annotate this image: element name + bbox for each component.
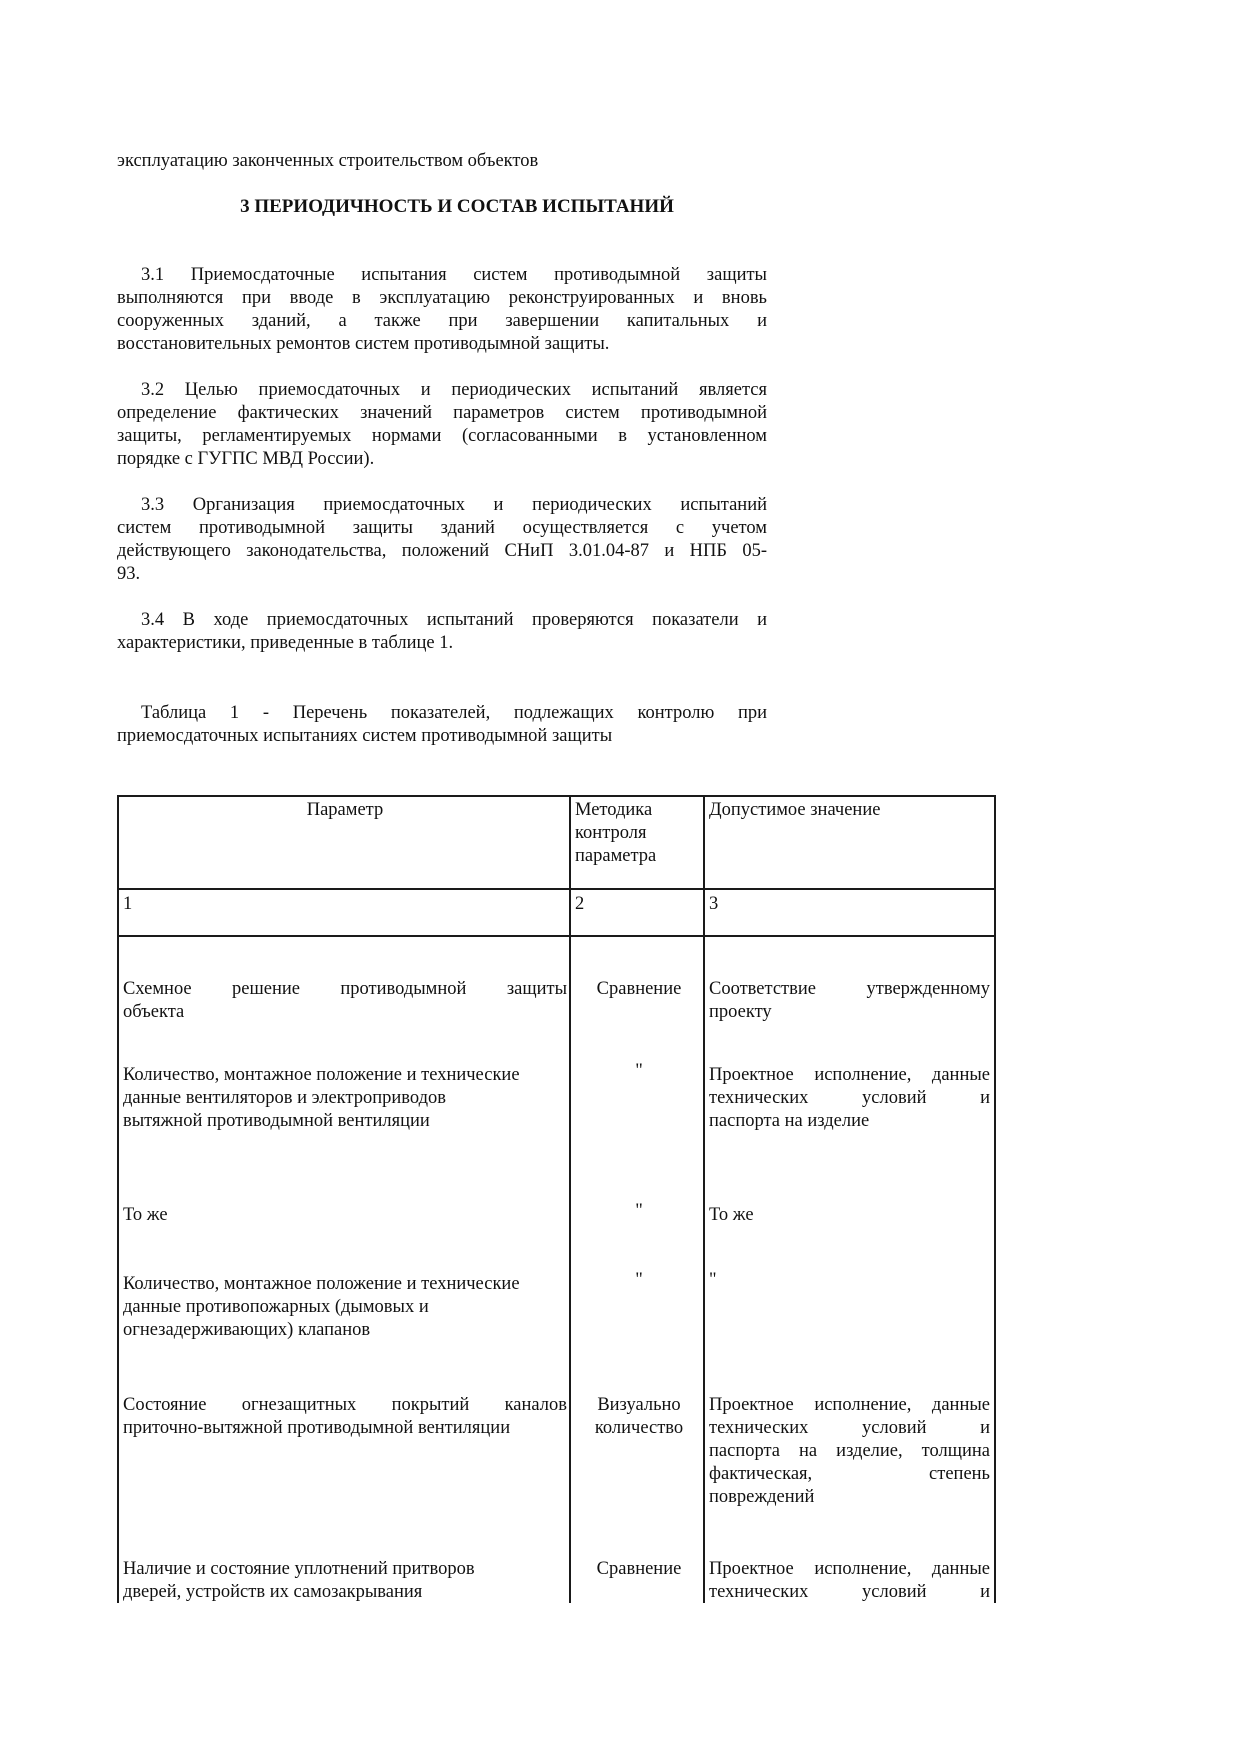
cell-line: приточно-вытяжной противодымной вентиляции — [123, 1418, 511, 1438]
header-method-line: параметра — [575, 846, 657, 866]
header-param: Параметр — [306, 800, 384, 820]
table-border-left — [117, 795, 119, 1603]
table-row-5-param — [123, 1394, 567, 1440]
cell-line: паспорта на изделие, толщина — [709, 1441, 990, 1461]
cell-line: вытяжной противодымной вентиляции — [123, 1111, 430, 1131]
paragraph-line: характеристики, приведенные в таблице 1. — [117, 633, 454, 653]
table-caption — [117, 702, 767, 748]
table-row-2-allowed — [709, 1064, 990, 1133]
cell-line: данные вентиляторов и электроприводов — [123, 1088, 447, 1108]
cell-line: Количество, монтажное положение и технические — [123, 1274, 520, 1294]
table-column-divider — [569, 795, 571, 1603]
table-rule — [117, 935, 996, 937]
paragraph-line: 3.2 Целью приемосдаточных и периодических испытаний является — [141, 380, 767, 400]
paragraph-line: 3.1 Приемосдаточные испытания систем противодымной защиты — [141, 265, 767, 285]
caption-line: Таблица 1 - Перечень показателей, подлежащих контролю при — [141, 703, 767, 723]
paragraph-line: восстановительных ремонтов систем противодымной защиты. — [117, 334, 610, 354]
cell-line: Наличие и состояние уплотнений притворов — [123, 1559, 475, 1579]
table-row-2-param — [123, 1064, 567, 1133]
table-row-1-allowed — [709, 978, 990, 1024]
cell-line: дверей, устройств их самозакрывания — [123, 1582, 423, 1602]
paragraph-line: 3.3 Организация приемосдаточных и периодических испытаний — [141, 495, 767, 515]
table-row-5-allowed — [709, 1394, 990, 1509]
cell-line: огнезадерживающих) клапанов — [123, 1320, 371, 1340]
column-number: 1 — [123, 894, 133, 914]
table-row-1-method: Сравнение — [596, 979, 682, 999]
cell-line: технических условий и — [709, 1582, 990, 1602]
cell-line: Схемное решение противодымной защиты — [123, 979, 567, 999]
cell-line: Количество, монтажное положение и технические — [123, 1065, 520, 1085]
cell-line: проекту — [709, 1002, 772, 1022]
table-border-top — [117, 795, 996, 797]
paragraph-line: сооруженных зданий, а также при завершении капитальных и — [117, 311, 767, 331]
table-row-2-method: " — [635, 1061, 643, 1081]
column-number: 2 — [575, 894, 585, 914]
table-row-6-method: Сравнение — [596, 1559, 682, 1579]
table-row-6-param — [123, 1558, 567, 1604]
table-column-divider — [703, 795, 705, 1603]
paragraph-line: защиты, регламентируемых нормами (согласованными в установленном — [117, 426, 767, 446]
header-allowed: Допустимое значение — [709, 800, 881, 820]
table-row-1-param — [123, 978, 567, 1024]
table-row-4-param — [123, 1273, 567, 1342]
paragraph-line: определение фактических значений параметров систем противодымной — [117, 403, 767, 423]
cell-line: Проектное исполнение, данные — [709, 1065, 990, 1085]
table-row-3-method: " — [635, 1201, 643, 1221]
table-rule — [117, 888, 996, 890]
table-row-6-allowed — [709, 1558, 990, 1604]
cell-line: Состояние огнезащитных покрытий каналов — [123, 1395, 567, 1415]
table-row-4-method: " — [635, 1270, 643, 1290]
cell-line: количество — [594, 1418, 684, 1438]
cell-line: объекта — [123, 1002, 185, 1022]
paragraph-3-4 — [117, 609, 767, 655]
cell-line: паспорта на изделие — [709, 1111, 870, 1131]
continuation-text: эксплуатацию законченных строительством объектов — [117, 151, 539, 171]
table-row-5-method — [575, 1394, 703, 1440]
table-row-3-param: То же — [123, 1205, 168, 1225]
paragraph-line: порядке с ГУГПС МВД России). — [117, 449, 375, 469]
paragraph-3-1 — [117, 264, 767, 356]
cell-line: повреждений — [709, 1487, 815, 1507]
column-number: 3 — [709, 894, 719, 914]
cell-line: технических условий и — [709, 1088, 990, 1108]
table-border-right — [994, 795, 996, 1603]
paragraph-line: систем противодымной защиты зданий осуществляется с учетом — [117, 518, 767, 538]
cell-line: Проектное исполнение, данные — [709, 1395, 990, 1415]
table-row-4-allowed: " — [709, 1270, 717, 1290]
cell-line: Проектное исполнение, данные — [709, 1559, 990, 1579]
cell-line: Соответствие утвержденному — [709, 979, 990, 999]
paragraph-line: 93. — [117, 564, 141, 584]
paragraph-line: действующего законодательства, положений СНиП 3.01.04-87 и НПБ 05- — [117, 541, 767, 561]
paragraph-line: 3.4 В ходе приемосдаточных испытаний проверяются показатели и — [141, 610, 767, 630]
table-row-3-allowed: То же — [709, 1205, 754, 1225]
section-heading: 3 ПЕРИОДИЧНОСТЬ И СОСТАВ ИСПЫТАНИЙ — [240, 196, 674, 217]
header-method — [575, 799, 703, 868]
paragraph-line: выполняются при вводе в эксплуатацию реконструированных и вновь — [117, 288, 767, 308]
header-method-line: контроля — [575, 823, 647, 843]
paragraph-3-2 — [117, 379, 767, 471]
paragraph-3-3 — [117, 494, 767, 586]
cell-line: данные противопожарных (дымовых и — [123, 1297, 429, 1317]
cell-line: технических условий и — [709, 1418, 990, 1438]
caption-line: приемосдаточных испытаниях систем противодымной защиты — [117, 726, 613, 746]
header-method-line: Методика — [575, 800, 653, 820]
parameters-table — [117, 795, 996, 1605]
cell-line: Визуально — [597, 1395, 681, 1415]
cell-line: фактическая, степень — [709, 1464, 990, 1484]
